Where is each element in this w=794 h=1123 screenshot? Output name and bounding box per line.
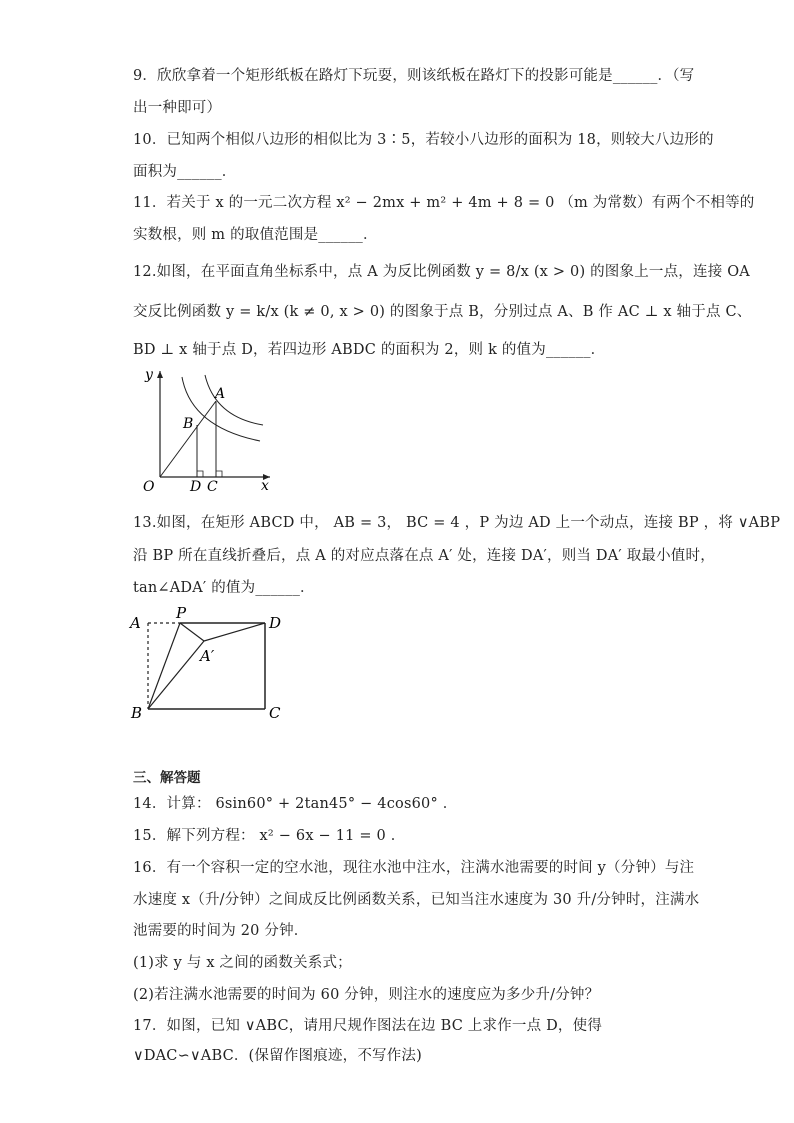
q16-line1: 16．有一个容积一定的空水池，现往水池中注水，注满水池需要的时间 y（分钟）与注 [133, 860, 695, 876]
q17-line2: ∨DAC∽∨ABC．(保留作图痕迹，不写作法) [133, 1048, 422, 1064]
q10-line1: 10．已知两个相似八边形的相似比为 3∶5，若较小八边形的面积为 18，则较大八边形的 [133, 132, 714, 148]
q13-line3: tan∠ADA′ 的值为______． [133, 580, 315, 596]
label-A: A [215, 386, 226, 402]
label-D: D [190, 479, 202, 495]
q16-line3: 池需要的时间为 20 分钟． [133, 923, 309, 939]
q10-line2: 面积为______． [133, 164, 237, 180]
right-angle-C [216, 471, 222, 477]
q16-line2: 水速度 x（升/分钟）之间成反比例函数关系，已知当注水速度为 30 升/分钟时，注满水 [133, 892, 700, 908]
q12-line2: 交反比例函数 y = k/x (k ≠ 0, x > 0) 的图象于点 B，分别过点 A、B 作 AC ⊥ x 轴于点 C、 [133, 304, 752, 320]
label-O: O [143, 479, 155, 495]
segment-BP [148, 623, 180, 709]
q15-line: 15．解下列方程： x² − 6x − 11 = 0 ． [133, 828, 406, 844]
q12-line3: BD ⊥ x 轴于点 D，若四边形 ABDC 的面积为 2，则 k 的值为______． [133, 342, 606, 358]
q16-sub1: (1)求 y 与 x 之间的函数关系式； [133, 955, 352, 971]
curve-8-over-x [205, 375, 263, 425]
label-y: y [145, 367, 153, 383]
q11-line1: 11．若关于 x 的一元二次方程 x² − 2mx + m² + 4m + 8 = 0 （m 为常数）有两个不相等的 [133, 195, 755, 211]
q17-line1: 17．如图，已知 ∨ABC，请用尺规作图法在边 BC 上求作一点 D，使得 [133, 1018, 603, 1034]
label-C: C [207, 479, 218, 495]
q13-line2: 沿 BP 所在直线折叠后，点 A 的对应点落在点 A′ 处，连接 DA′，则当 DA′ 取最小值时， [133, 548, 715, 564]
figure-12-coordinate-plot [135, 365, 285, 500]
label-B: B [131, 704, 143, 722]
label-D: D [269, 614, 282, 632]
segment-BA-prime [148, 641, 204, 709]
segment-PA-prime [180, 623, 204, 641]
label-P: P [176, 604, 187, 622]
right-angle-D [197, 471, 203, 477]
y-axis-arrow [157, 371, 163, 378]
q11-line2: 实数根，则 m 的取值范围是______． [133, 227, 378, 243]
q16-sub2: (2)若注满水池需要的时间为 60 分钟，则注水的速度应为多少升/分钟？ [133, 987, 600, 1003]
q12-line1: 12.如图，在平面直角坐标系中，点 A 为反比例函数 y = 8/x (x > 0) 的图象上一点，连接 OA [133, 264, 750, 280]
label-C: C [269, 704, 281, 722]
label-A: A [130, 614, 141, 632]
segment-A-prime-D [204, 623, 265, 641]
label-B: B [183, 416, 194, 432]
section-heading: 三、解答题 [133, 770, 201, 786]
q14-line: 14．计算： 6sin60° + 2tan45° − 4cos60° ． [133, 796, 458, 812]
q9-line1: 9．欣欣拿着一个矩形纸板在路灯下玩耍，则该纸板在路灯下的投影可能是______．（写 [133, 68, 695, 84]
label-A-prime: A′ [200, 647, 215, 665]
segment-OA [160, 401, 216, 477]
label-x: x [261, 478, 269, 494]
q9-line2: 出一种即可） [133, 100, 222, 116]
figure-13-rectangle-fold [128, 603, 293, 728]
q13-line1: 13.如图，在矩形 ABCD 中， AB = 3， BC = 4 ，P 为边 AD 上一个动点，连接 BP ，将 ∨ABP [133, 515, 781, 531]
